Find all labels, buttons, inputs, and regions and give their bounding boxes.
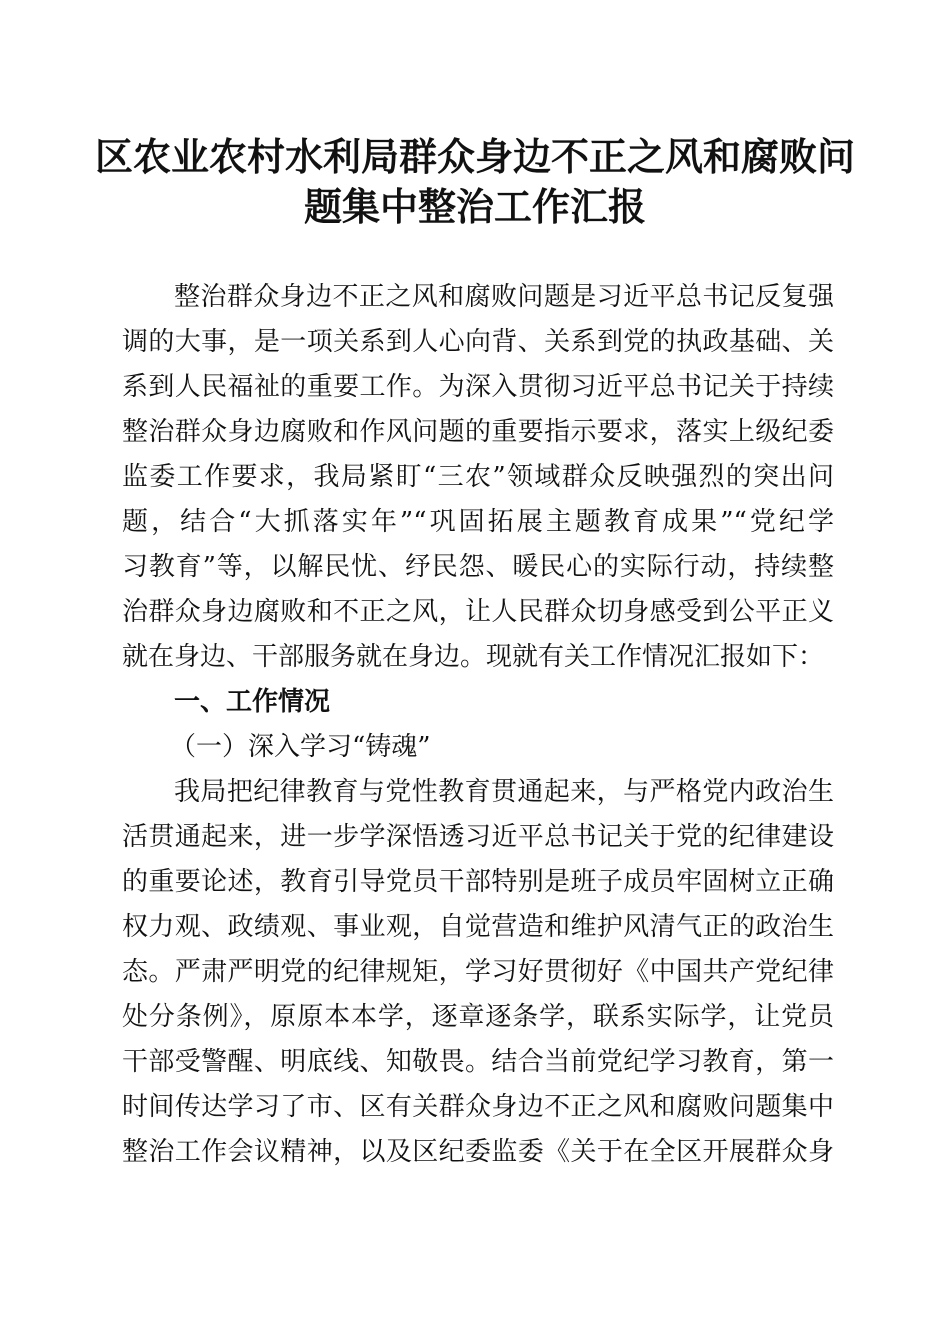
subsection-1-line-2: 活贯通起来，进一步学深悟透习近平总书记关于党的纪律建设 [122, 822, 834, 852]
subsection-1-line-7: 干部受警醒、明底线、知敬畏。结合当前党纪学习教育，第一 [122, 1047, 834, 1077]
subsection-1-line-1: 我局把纪律教育与党性教育贯通起来，与严格党内政治生 [174, 777, 834, 807]
subsection-1-line-5: 态。严肃严明党的纪律规矩，学习好贯彻好《中国共产党纪律 [122, 957, 834, 987]
intro-line-2: 调的大事，是一项关系到人心向背、关系到党的执政基础、关 [122, 327, 834, 357]
subsection-1-line-3: 的重要论述，教育引导党员干部特别是班子成员牢固树立正确 [122, 867, 834, 897]
subsection-1-line-8: 时间传达学习了市、区有关群众身边不正之风和腐败问题集中 [122, 1092, 834, 1122]
intro-line-3: 系到人民福祉的重要工作。为深入贯彻习近平总书记关于持续 [122, 372, 834, 402]
intro-line-8: 治群众身边腐败和不正之风，让人民群众切身感受到公平正义 [122, 597, 834, 627]
document-title [0, 132, 950, 232]
subsection-heading-1: （一）深入学习“铸魂” [170, 732, 431, 762]
intro-line-4: 整治群众身边腐败和作风问题的重要指示要求，落实上级纪委 [122, 417, 834, 447]
intro-line-5: 监委工作要求，我局紧盯“三农”领域群众反映强烈的突出问 [122, 462, 834, 492]
title-line-2: 题集中整治工作汇报 [303, 184, 646, 229]
subsection-1-line-6: 处分条例》，原原本本学，逐章逐条学，联系实际学，让党员 [122, 1002, 834, 1032]
subsection-1-line-4: 权力观、政绩观、事业观，自觉营造和维护风清气正的政治生 [122, 912, 834, 942]
section-heading-work-status: 一、工作情况 [174, 687, 331, 717]
intro-line-9: 就在身边、干部服务就在身边。现就有关工作情况汇报如下： [122, 642, 825, 672]
intro-line-7: 习教育”等，以解民忧、纾民怨、暖民心的实际行动，持续整 [122, 552, 834, 582]
subsection-1-line-9: 整治工作会议精神，以及区纪委监委《关于在全区开展群众身 [122, 1137, 834, 1167]
intro-line-6: 题，结合“大抓落实年”“巩固拓展主题教育成果”“党纪学 [122, 507, 834, 537]
intro-line-1: 整治群众身边不正之风和腐败问题是习近平总书记反复强 [174, 282, 834, 312]
title-line-1: 区农业农村水利局群众身边不正之风和腐败问 [94, 134, 855, 179]
